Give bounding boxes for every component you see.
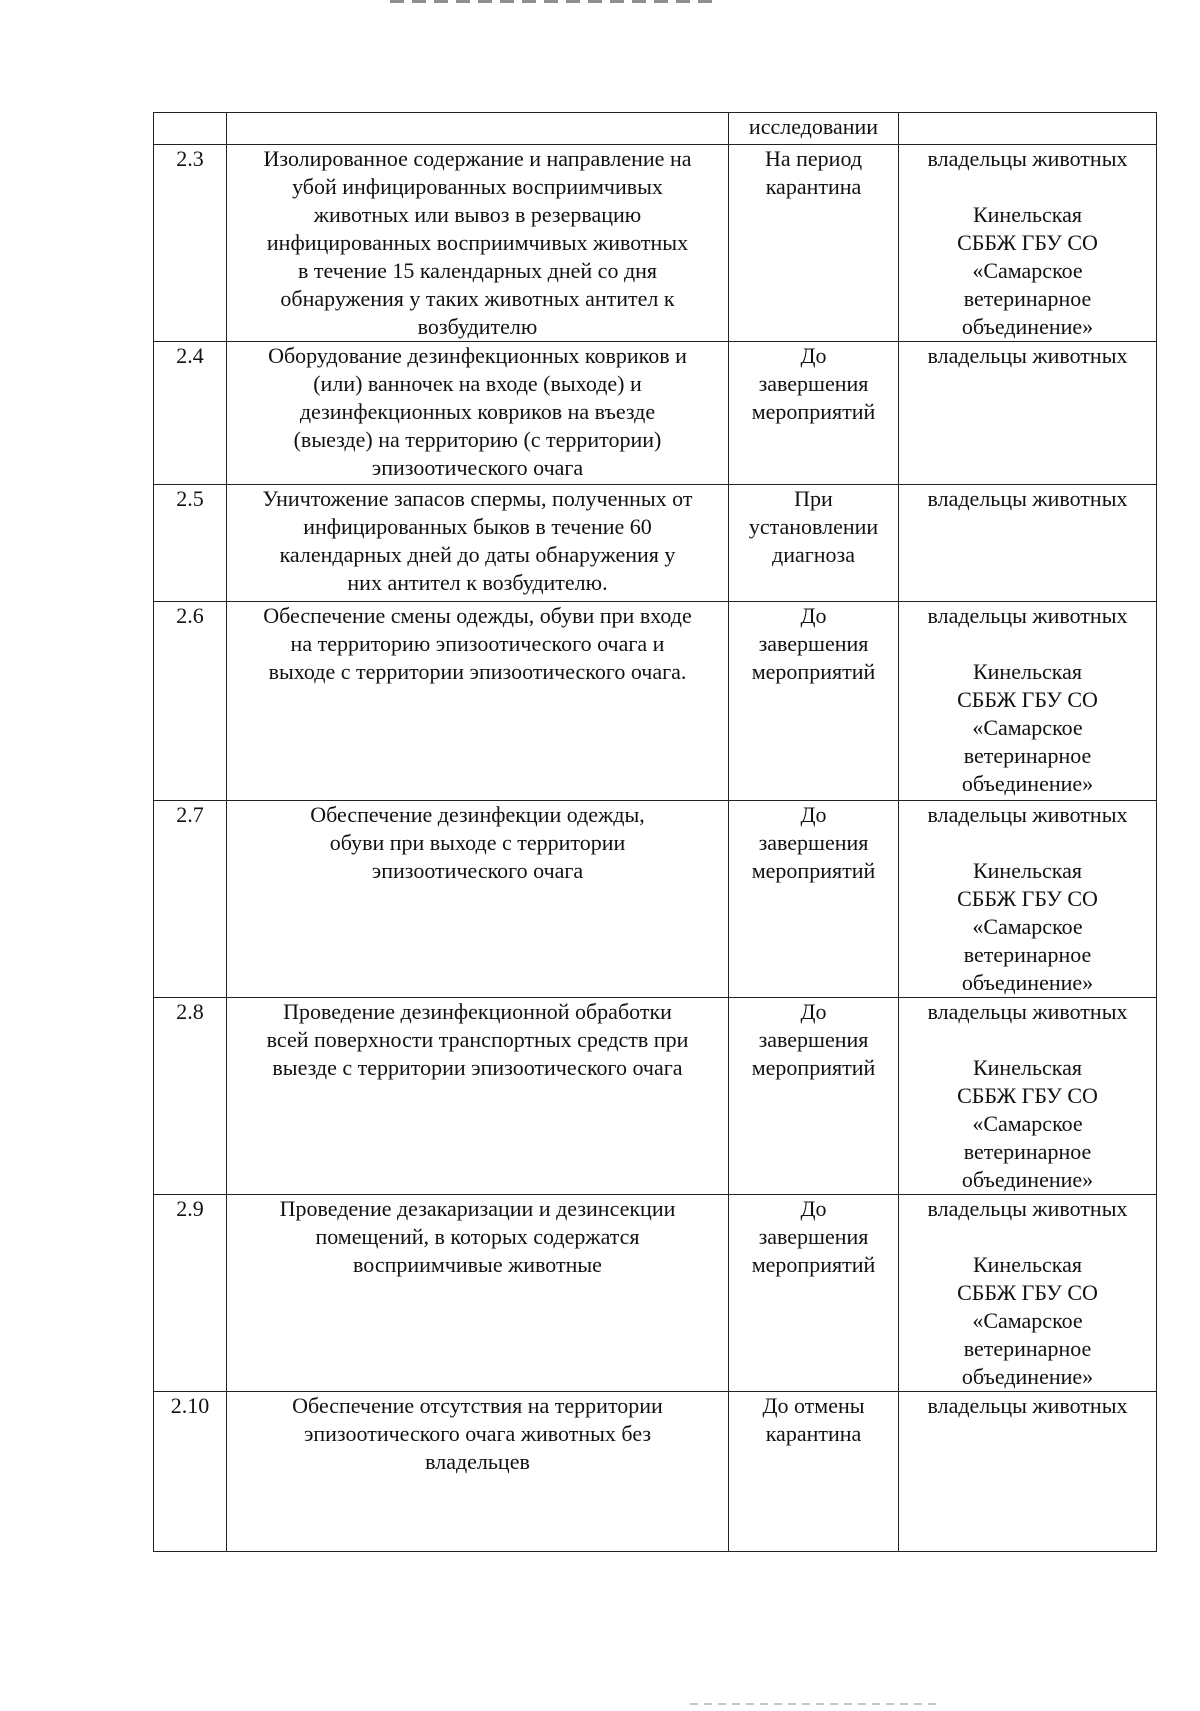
responsible-cell <box>899 1392 1157 1552</box>
term-cell-line: установлении <box>748 514 879 539</box>
term-cell-line: До <box>800 603 827 628</box>
responsible-cell-line: объединение» <box>961 1364 1094 1389</box>
term-cell-line: мероприятий <box>751 659 876 684</box>
term-cell <box>729 485 899 602</box>
responsible-cell-line: СББЖ ГБУ СО <box>957 687 1098 712</box>
table-row <box>154 602 1157 801</box>
term-cell-line: мероприятий <box>751 399 876 424</box>
responsible-cell-line: СББЖ ГБУ СО <box>957 1280 1098 1305</box>
measure-cell <box>227 485 729 602</box>
responsible-cell-line: Кинельская <box>972 659 1082 684</box>
term-cell-line: завершения <box>758 631 869 656</box>
measure-cell-line: Оборудование дезинфекционных ковриков и <box>268 343 687 368</box>
responsible-cell <box>899 602 1157 801</box>
responsible-cell-line: ветеринарное <box>963 743 1092 768</box>
measure-cell <box>227 998 729 1195</box>
term-cell-line: На период <box>764 146 863 171</box>
term-cell-line: завершения <box>758 830 869 855</box>
term-cell-line: завершения <box>758 1027 869 1052</box>
responsible-cell-line: Кинельская <box>972 1252 1082 1277</box>
responsible-cell <box>899 485 1157 602</box>
measure-cell-line: возбудителю <box>417 314 538 339</box>
measure-cell-line: них антител к возбудителю. <box>347 570 608 595</box>
responsible-cell-line <box>903 630 1152 658</box>
responsible-cell-line: владельцы животных <box>927 146 1128 171</box>
term-cell-line: До <box>800 343 827 368</box>
responsible-cell-line: объединение» <box>961 970 1094 995</box>
term-cell <box>729 1195 899 1392</box>
row-number: 2.6 <box>154 602 227 801</box>
term-cell <box>729 342 899 485</box>
measure-cell-line: (или) ванночек на входе (выходе) и <box>313 371 642 396</box>
responsible-cell-line: ветеринарное <box>963 942 1092 967</box>
term-cell-line: мероприятий <box>751 1055 876 1080</box>
measures-table <box>153 112 1157 1552</box>
term-cell-line: До <box>800 1196 827 1221</box>
row-number: 2.3 <box>154 145 227 342</box>
responsible-cell <box>899 998 1157 1195</box>
measure-cell <box>227 145 729 342</box>
responsible-cell <box>899 801 1157 998</box>
measure-cell-line: владельцев <box>425 1449 530 1474</box>
measure-cell-line: восприимчивые животные <box>353 1252 602 1277</box>
measure-cell-line: выходе с территории эпизоотического очага. <box>268 659 687 684</box>
row-number: 2.10 <box>154 1392 227 1552</box>
responsible-cell-line: ветеринарное <box>963 1336 1092 1361</box>
responsible-cell-line: ветеринарное <box>963 286 1092 311</box>
responsible-cell-line: «Самарское <box>972 1308 1083 1333</box>
term-cell-line: завершения <box>758 371 869 396</box>
measure-cell-line: календарных дней до даты обнаружения у <box>279 542 676 567</box>
responsible-cell-line: Кинельская <box>972 858 1082 883</box>
measure-cell-line: в течение 15 календарных дней со дня <box>297 258 658 283</box>
responsible-cell-line: объединение» <box>961 771 1094 796</box>
measure-cell <box>227 1392 729 1552</box>
measure-cell-line: инфицированных восприимчивых животных <box>266 230 689 255</box>
responsible-cell-line: «Самарское <box>972 715 1083 740</box>
term-cell-line: До <box>800 802 827 827</box>
measure-cell <box>227 342 729 485</box>
responsible-cell-line: ветеринарное <box>963 1139 1092 1164</box>
measure-cell-line: Обеспечение смены одежды, обуви при входе <box>263 603 692 628</box>
row-number: 2.8 <box>154 998 227 1195</box>
table-row <box>154 485 1157 602</box>
row-number <box>154 113 227 145</box>
table-row <box>154 801 1157 998</box>
measure-cell-line: животных или вывоз в резервацию <box>313 202 642 227</box>
measure-cell-line: Уничтожение запасов спермы, полученных от <box>262 486 693 511</box>
responsible-cell-line: владельцы животных <box>927 486 1128 511</box>
term-cell-line: карантина <box>765 174 862 199</box>
responsible-cell-line: «Самарское <box>972 1111 1083 1136</box>
term-cell-line: завершения <box>758 1224 869 1249</box>
table-row <box>154 1392 1157 1552</box>
measure-cell <box>227 801 729 998</box>
measure-cell-line: обуви при выходе с территории <box>329 830 626 855</box>
responsible-cell-line: объединение» <box>961 314 1094 339</box>
measure-cell-line: эпизоотического очага <box>371 455 584 480</box>
responsible-cell <box>899 342 1157 485</box>
term-cell <box>729 1392 899 1552</box>
responsible-cell-line: владельцы животных <box>927 1196 1128 1221</box>
measures-table-body <box>154 113 1157 1552</box>
responsible-cell-line: Кинельская <box>972 202 1082 227</box>
responsible-cell <box>899 113 1157 145</box>
measure-cell <box>227 1195 729 1392</box>
responsible-cell-line: «Самарское <box>972 258 1083 283</box>
scan-artifact-bottom <box>690 1703 940 1705</box>
term-cell <box>729 801 899 998</box>
term-cell-line: До отмены <box>762 1393 865 1418</box>
measure-cell-line: Обеспечение дезинфекции одежды, <box>310 802 645 827</box>
table-row <box>154 145 1157 342</box>
row-number: 2.5 <box>154 485 227 602</box>
measure-cell <box>227 602 729 801</box>
responsible-cell <box>899 1195 1157 1392</box>
term-cell <box>729 602 899 801</box>
measure-cell-line: инфицированных быков в течение 60 <box>303 514 652 539</box>
table-row <box>154 1195 1157 1392</box>
term-cell: исследовании <box>729 113 899 145</box>
term-cell <box>729 145 899 342</box>
responsible-cell <box>899 145 1157 342</box>
measure-cell-line: выезде с территории эпизоотического очага <box>272 1055 683 1080</box>
responsible-cell-line <box>903 829 1152 857</box>
responsible-cell-line <box>903 1026 1152 1054</box>
term-cell-line: При <box>794 486 833 511</box>
responsible-cell-line: владельцы животных <box>927 343 1128 368</box>
responsible-cell-line: владельцы животных <box>927 999 1128 1024</box>
table-row-continuation <box>154 113 1157 145</box>
measure-cell-line: Изолированное содержание и направление на <box>263 146 692 171</box>
responsible-cell-line: Кинельская <box>972 1055 1082 1080</box>
scan-artifact-top <box>390 0 720 3</box>
responsible-cell-line: владельцы животных <box>927 1393 1128 1418</box>
measure-cell-line: эпизоотического очага животных без <box>303 1421 652 1446</box>
responsible-cell-line: СББЖ ГБУ СО <box>957 886 1098 911</box>
responsible-cell-line: владельцы животных <box>927 802 1128 827</box>
term-cell-line: мероприятий <box>751 858 876 883</box>
measure-cell-line: убой инфицированных восприимчивых <box>292 174 663 199</box>
measure-cell-line: всей поверхности транспортных средств при <box>266 1027 689 1052</box>
row-number: 2.4 <box>154 342 227 485</box>
measure-cell-line: эпизоотического очага <box>371 858 584 883</box>
responsible-cell-line: «Самарское <box>972 914 1083 939</box>
responsible-cell-line: СББЖ ГБУ СО <box>957 230 1098 255</box>
row-number: 2.9 <box>154 1195 227 1392</box>
measure-cell-line: Проведение дезакаризации и дезинсекции <box>279 1196 676 1221</box>
responsible-cell-line: владельцы животных <box>927 603 1128 628</box>
table-row <box>154 342 1157 485</box>
term-cell <box>729 998 899 1195</box>
measure-cell <box>227 113 729 145</box>
measure-cell-line: на территорию эпизоотического очага и <box>290 631 665 656</box>
measure-cell-line: (выезде) на территорию (с территории) <box>293 427 662 452</box>
measure-cell-line: помещений, в которых содержатся <box>315 1224 640 1249</box>
responsible-cell-line <box>903 173 1152 201</box>
responsible-cell-line: СББЖ ГБУ СО <box>957 1083 1098 1108</box>
responsible-cell-line <box>903 1223 1152 1251</box>
term-cell-line: диагноза <box>772 542 855 567</box>
measure-cell-line: обнаружения у таких животных антител к <box>280 286 675 311</box>
term-cell-line: До <box>800 999 827 1024</box>
measure-cell-line: Проведение дезинфекционной обработки <box>283 999 672 1024</box>
responsible-cell-line: объединение» <box>961 1167 1094 1192</box>
term-cell-line: мероприятий <box>751 1252 876 1277</box>
measure-cell-line: Обеспечение отсутствия на территории <box>292 1393 663 1418</box>
measure-cell-line: дезинфекционных ковриков на въезде <box>299 399 656 424</box>
row-number: 2.7 <box>154 801 227 998</box>
term-cell-line: карантина <box>765 1421 862 1446</box>
table-row <box>154 998 1157 1195</box>
